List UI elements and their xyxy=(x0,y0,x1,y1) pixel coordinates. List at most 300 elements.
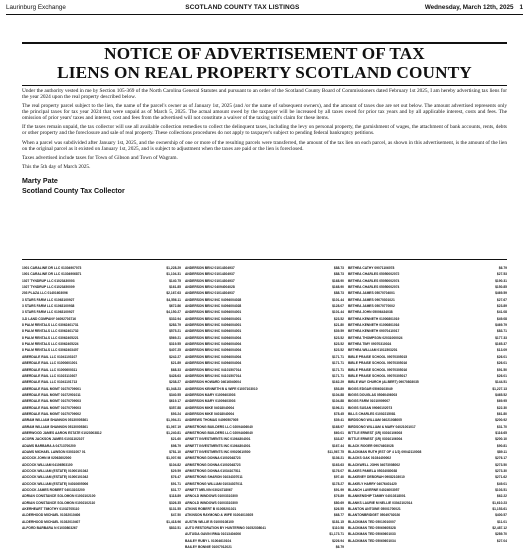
parcel-number: 01000101042 xyxy=(68,475,89,480)
notice-paragraph-collection: If the taxes remain unpaid, the tax collector will use all available collection remedies to collect the delinquent taxes, including the levy on personal property, the garnishment of wages, the attachment of bank accounts, rents, debts or other property and the foreclosure and sale of real property. These collections procedures do not apply to taxpayer's subject to pending federal bankruptcy petitions. xyxy=(22,124,507,137)
owner-name: BETHEA KENNETH xyxy=(348,323,379,328)
tax-amount: $465.52 xyxy=(495,392,507,397)
parcel-number: 01014304937 xyxy=(214,278,235,283)
owner-name: ARNETT INVESTMENTS INC xyxy=(185,437,230,442)
tax-amount: $181.15 xyxy=(332,519,344,524)
parcel-number: 04094004004 xyxy=(221,361,242,366)
parcel-number: 05001700021 xyxy=(380,507,401,512)
parcel-number: 09071106078 xyxy=(374,266,395,270)
tax-amount: $4,556.11 xyxy=(166,297,181,302)
owner-name: ATKINSON RAYMOND & WIFE xyxy=(185,513,233,518)
tax-amount: $26.01 xyxy=(496,373,507,378)
owner-name: ADRIAN CONSTANCE SOLOMON xyxy=(22,500,75,505)
parcel-number: 09070301021 xyxy=(374,297,395,302)
parcel-number: 04713700200 xyxy=(55,443,76,448)
parcel-number: 02094406040 xyxy=(232,430,253,435)
parcel-number: 01034307011 xyxy=(222,481,243,486)
tax-amount: $165.37 xyxy=(495,342,507,347)
tax-amount: $76.47 xyxy=(170,475,181,480)
parcel-number: 05060601033 xyxy=(375,532,396,537)
owner-name: BLAKELY HARRY xyxy=(348,481,376,486)
tax-amount: $26.55 xyxy=(333,507,344,512)
notice-body xyxy=(22,88,507,196)
parcel-number: 05050002074 xyxy=(379,285,400,290)
owner-name: ARNETT INVESTMENTS INC xyxy=(185,449,230,454)
owner-name: BIGGS FARM xyxy=(348,399,369,404)
owner-name: BIRDSONG WILLIAM & MARY xyxy=(348,424,395,429)
owner-name: ADCOCK WILLIAM (ESTATE) xyxy=(22,469,68,473)
tax-amount: $6.79 xyxy=(498,266,507,270)
parcel-number: 01032010407 xyxy=(60,519,81,524)
tax-amount: $1,228.29 xyxy=(166,266,181,270)
notice-title-line-1: NOTICE OF ADVERTISEMENT OF TAX xyxy=(104,44,425,63)
owner-name: 8 PALM RENTALS LLC xyxy=(22,342,58,347)
parcel-number: 01034307011 xyxy=(222,475,243,480)
parcel-number: 03031007 01 xyxy=(66,449,86,454)
owner-name: BETHEA JAMES xyxy=(348,297,374,302)
listing-column-3 xyxy=(348,265,507,543)
parcel-number: 03062405224 xyxy=(58,342,79,347)
tax-amount: $1,173.71 xyxy=(329,532,344,537)
tax-amount: $283.79 xyxy=(169,323,181,328)
owner-name: BIGGS SUSAN xyxy=(348,405,372,410)
owner-name: ABERDALE RAIL MGMT xyxy=(22,399,60,404)
tax-amount: $171.71 xyxy=(332,373,344,378)
tax-amount: $2,487.12 xyxy=(492,526,507,531)
tax-amount: $171.71 xyxy=(332,367,344,372)
parcel-number: 01023003812 xyxy=(81,430,102,435)
owner-name: ALDERHOOD MICHAEL xyxy=(22,513,60,518)
owner-name: 1001 CARALINE DR LLC xyxy=(22,272,61,277)
parcel-number: 09082103010 xyxy=(384,475,405,480)
owner-name: ALDERHOOD MICHAEL xyxy=(22,519,60,524)
parcel-number: 01000108100 xyxy=(213,519,234,524)
tax-amount: $832.51 xyxy=(169,526,181,531)
owner-name: BLACKMAN TED xyxy=(348,538,375,543)
tax-amount: $326.35 xyxy=(169,500,181,505)
tax-amount: $469.79 xyxy=(495,323,507,328)
parcel-number: 04101507014 xyxy=(221,367,242,372)
parcel-number: 01000601001 xyxy=(57,361,78,366)
owner-name: BETHEA THOMPSON xyxy=(348,335,382,340)
owner-name: BLANTON ANTOINE xyxy=(348,507,380,512)
tax-amount: $68.33 xyxy=(170,367,181,372)
listing-owner-parcel xyxy=(348,538,497,544)
parcel-number: 04094004001 xyxy=(221,323,242,328)
notice-title xyxy=(22,42,507,86)
owner-name: ANDERSON BENJ INC xyxy=(185,297,221,302)
parcel-number: 01063100938 xyxy=(54,304,75,309)
parcel-number: 04094004004 xyxy=(221,335,242,340)
tax-amount: $21.60 xyxy=(170,437,181,442)
owner-name: ANDERSON BENJ INC xyxy=(185,335,221,340)
tax-amount: $23.52 xyxy=(333,342,344,347)
owner-name: AUSTIN WILLIE B xyxy=(185,519,213,524)
tax-amount: $273.30 xyxy=(495,469,507,473)
parcel-number: 01002048723 xyxy=(220,456,241,461)
tax-amount: $781.10 xyxy=(169,449,181,454)
tax-amount: $41.08 xyxy=(496,310,507,315)
parcel-number: 09042110008 xyxy=(401,449,422,454)
owner-name: ABERDALE RAIL LLC xyxy=(22,367,57,372)
owner-name: BETHEA JOHN xyxy=(348,310,372,315)
owner-name: BLACKMAN TED xyxy=(348,519,375,524)
tax-amount: $68.77 xyxy=(333,513,344,518)
owner-name: ANDERSON BENJ xyxy=(185,285,214,290)
owner-name: ADAMS BARBARA A xyxy=(22,443,55,448)
parcel-number: 01007103010 xyxy=(237,386,258,391)
parcel-number: 02062602000 xyxy=(51,456,72,461)
owner-name: ARMSTRONG BUILDERS LLC xyxy=(185,424,232,429)
parcel-number: 01004010305 xyxy=(233,513,254,518)
owner-name: ADCOCK WILLIAM xyxy=(22,462,52,467)
parcel-number: 02031000024 xyxy=(382,335,403,340)
notice-paragraph-authority: Under the authority vested in me by Section 105-369 of the North Carolina General Statutes and pursuant to an order of the Scotland County Board of Commissioners dated February 1st 2025, I am hereby advertising tax liens for the year 2024 upon the real property described below. xyxy=(22,88,507,100)
parcel-number: 01063100927 xyxy=(54,297,75,302)
parcel-number: 01401603096 xyxy=(47,291,68,296)
page-number: 1 xyxy=(519,4,523,11)
tax-amount: $104.88 xyxy=(332,392,344,397)
parcel-number: 05050002074 xyxy=(379,278,400,283)
parcel-number: 01064304001 xyxy=(230,443,251,448)
tax-amount: $200.10 xyxy=(495,437,507,442)
tax-amount: $1,067.19 xyxy=(166,424,181,429)
owner-name: ARMSTRONG DONNA xyxy=(185,462,220,467)
parcel-number: 09070305017 xyxy=(386,373,408,378)
notice-paragraph-date: This the 5th day of March 2025. xyxy=(22,163,91,170)
owner-name: BLAKENEY DEBORAH xyxy=(348,475,384,480)
owner-name: BLACKMAN TED xyxy=(348,526,375,531)
owner-name: ANDERSON MIKE xyxy=(185,411,214,416)
tax-amount: $1,153.61 xyxy=(492,507,507,512)
owner-name: AKERHEART TIMOTHY xyxy=(22,507,59,512)
owner-name: 3 STARS FARM LLC xyxy=(22,310,54,315)
notice-paragraph-amounts: The real property parcel subject to the lien, the name of the parcel's owner as of January 1st, 2025 (and /or the name of subsequent owners), and the amount of taxes due are set out below. The amount advertised represents only the principal taxes for tax year 2024 that were unpaid as of March 5, 2025. The actual amount owed by the taxpayer will be increased by all taxes owed for prior tax years and by all applicable interest, costs and fees. The omission of prior years' taxes and interest, cost and fees from the advertised will not constitute a waiver of the taxing unit's claim for these items. xyxy=(22,103,507,122)
parcel-number: 01002048723 xyxy=(220,462,241,467)
parcel-number: 01052308041 xyxy=(245,526,266,531)
owner-name: AUTO RESTORATION BY HUNTERING xyxy=(185,526,245,531)
issue-info xyxy=(419,4,523,11)
parcel-number: 05060406003 xyxy=(376,392,398,397)
owner-name: BILLS CHARLES xyxy=(348,411,375,416)
tax-amount: $2,167.63 xyxy=(166,291,181,296)
parcel-number: 01032705110 xyxy=(59,507,80,512)
tax-amount: $47.50 xyxy=(170,513,181,518)
owner-name: ANDERSON BENJ INC xyxy=(185,361,221,366)
tax-amount: $104.88 xyxy=(332,399,344,404)
parcel-number: 01023110307 xyxy=(57,373,78,378)
parcel-number: 05024080038 xyxy=(376,469,398,473)
owner-name: BETHEA CHARLES xyxy=(348,272,379,277)
parcel-number: 01013404006 xyxy=(220,532,241,537)
tax-amount: $140.75 xyxy=(169,278,181,283)
parcel-number: 01000101042 xyxy=(68,469,89,473)
parcel-number: 03010106003 xyxy=(382,430,403,435)
tax-amount: $101.44 xyxy=(332,297,344,302)
tax-amount: $4,150.27 xyxy=(166,310,181,315)
listing-owner-parcel xyxy=(185,544,336,550)
parcel-number: 03062401732 xyxy=(58,329,79,334)
tax-amount: $89.11 xyxy=(497,449,507,454)
parcel-number: 04024003057 xyxy=(379,488,400,493)
parcel-number: 01000801019 xyxy=(379,316,400,321)
owner-name: BLANKS LAURIE M NELLIE xyxy=(348,500,392,505)
owner-name: 203 PLAZA LLC xyxy=(22,291,47,296)
owner-name: 8 PALM RENTALS LLC xyxy=(22,348,58,353)
owner-name: ABERDALE RAIL LLC xyxy=(22,361,57,366)
parcel-number: 05060103049 xyxy=(372,386,393,391)
owner-name: 1027 TYNDRUP LLC xyxy=(22,285,54,290)
tax-amount: $1,240.81 xyxy=(166,430,181,435)
parcel-number: 09060102073 xyxy=(372,405,393,410)
owner-name: ARMSTRONG BUILDERS LLC xyxy=(185,430,232,435)
tax-amount: $340.55 xyxy=(169,392,181,397)
parcel-number: 01070709003 xyxy=(60,399,81,404)
owner-name: ABERDALE RAIL LLC xyxy=(22,373,57,378)
owner-name: BETHEA WILLIAM xyxy=(348,348,377,353)
parcel-number: 01034107511 xyxy=(220,469,241,473)
tax-amount: $1,104.31 xyxy=(166,272,181,277)
parcel-number: 04010605006 xyxy=(68,481,89,486)
owner-name: ADCOCK WILLIAM (ESTATE) xyxy=(22,475,68,480)
tax-amount: $144.51 xyxy=(495,380,507,385)
tax-amount: $168.90 xyxy=(332,285,344,290)
tax-amount: $49.01 xyxy=(496,481,507,486)
parcel-number: 05010010007 xyxy=(375,519,396,524)
owner-name: ABRAM WILLIAM SHANNON xyxy=(22,418,67,423)
parcel-number: 04094004028 xyxy=(221,304,242,309)
signature-office: Scotland County Tax Collector xyxy=(22,186,125,195)
owner-name: ACORN JACKSON JAMES xyxy=(22,437,64,442)
owner-name: ANDERSON MARY xyxy=(185,392,215,397)
owner-name: BIGGS EDGAR xyxy=(348,386,372,391)
tax-amount: $1,227.13 xyxy=(492,386,507,391)
tax-amount: $23.52 xyxy=(333,348,344,353)
owner-name: ANDERSON BENJ INC xyxy=(185,329,221,334)
parcel-number: 01000801016 xyxy=(379,323,400,328)
owner-name: ANDERSON BENJ INC xyxy=(185,304,221,309)
parcel-number: 04013102200 xyxy=(64,488,85,493)
parcel-number: 01070709003 xyxy=(60,405,81,410)
owner-name: ARMSTRONG SHARON xyxy=(185,475,222,480)
tax-amount: $23.52 xyxy=(333,335,344,340)
tax-amount: $136.21 xyxy=(332,456,344,461)
tax-amount: $167.44 xyxy=(332,443,344,448)
owner-name: BIRDSONG WILLIAM xyxy=(348,418,381,423)
owner-name: ATKINS ROBERT B xyxy=(185,507,216,512)
parcel-number: 04018040004 xyxy=(213,411,235,416)
parcel-number: 04094004001 xyxy=(221,316,242,321)
owner-name: BETHEA CATHY xyxy=(348,266,374,270)
parcel-number: 09070305016 xyxy=(386,367,408,372)
tax-amount: $6.79 xyxy=(335,545,344,550)
parcel-number: 03062403407 xyxy=(58,348,79,353)
parcel-number: 01030803267 xyxy=(57,526,78,531)
parcel-number: 05050002072 xyxy=(379,272,400,277)
parcel-number: 04094004001 xyxy=(221,310,242,315)
parcel-number: 09070803035 xyxy=(398,380,419,385)
masthead-rule xyxy=(6,14,523,15)
parcel-number: 05006434038 xyxy=(372,310,393,315)
parcel-number: 01304907073 xyxy=(61,266,82,270)
tax-amount: $176.07 xyxy=(332,469,344,473)
tax-amount: $319.55 xyxy=(169,342,181,347)
parcel-number: 04076401420 xyxy=(376,481,397,486)
owner-name: BLAKES PAMELA xyxy=(348,469,377,473)
owner-name: ARNOLD WINDOWS xyxy=(185,500,217,505)
owner-name: ANDERSON BENJ INC xyxy=(185,342,221,347)
owner-name: ADCOCK JOHN M xyxy=(22,456,51,461)
tax-amount: $271.62 xyxy=(495,475,507,480)
parcel-number: 09070305016 xyxy=(386,361,408,366)
owner-name: ABERDALE RAIL MGMT xyxy=(22,386,60,391)
tax-amount: $400.57 xyxy=(495,513,507,518)
owner-name: BETHEA TIMY xyxy=(348,342,371,347)
parcel-number: 04101507014 xyxy=(221,373,242,378)
tax-amount: $27.04 xyxy=(496,538,507,543)
tax-amount: $1,418.96 xyxy=(166,519,181,524)
tax-amount: $11.01 xyxy=(497,519,507,524)
tax-amount: $190.31 xyxy=(495,278,507,283)
owner-name: ADRIAN CONSTANCE SOLOMON xyxy=(22,494,75,499)
owner-name: BETHEA JAMES xyxy=(348,291,374,296)
tax-amount: $69.95 xyxy=(496,399,507,404)
tax-amount: $49.08 xyxy=(496,316,507,321)
tax-amount: $91.99 xyxy=(333,488,344,493)
owner-name: BIGGS DOUGLAS xyxy=(348,392,377,397)
owner-name: ANDERSON BENJ INC xyxy=(185,316,221,321)
tax-amount: $619.17 xyxy=(169,399,181,404)
parcel-number: 04106503100 xyxy=(52,462,73,467)
owner-name: 8 PALM RENTALS LLC xyxy=(22,335,58,340)
owner-name: ANDREWS THOMAS xyxy=(185,418,218,423)
parcel-number: 03062401731 xyxy=(58,323,79,328)
owner-name: ARNETT MELVIN xyxy=(185,488,212,493)
parcel-number: 04094004004 xyxy=(221,354,242,359)
owner-name: ADCOCK WILLIAM (ESTATE) xyxy=(22,481,68,486)
owner-name: 8 PALM RENTALS LLC xyxy=(22,323,58,328)
owner-name: ANDERSON BENJ xyxy=(185,291,214,296)
signature-name: Marty Pate xyxy=(22,176,58,185)
owner-name: 3 STARS FARM LLC xyxy=(22,304,54,309)
parcel-number: 04092703716 xyxy=(55,316,76,321)
owner-name: BETHEA KENNETH xyxy=(348,329,379,334)
owner-name: ARMSTRONG WILLIAM xyxy=(185,481,222,486)
tax-amount: $31.70 xyxy=(496,424,507,429)
parcel-number: 01004610104 xyxy=(211,538,232,543)
tax-amount: $118.89 xyxy=(169,494,181,499)
owner-name: ANDERSON BENJ INC xyxy=(185,348,221,353)
parcel-number: 01014304937 xyxy=(214,272,235,277)
parcel-number: 05049702026 xyxy=(379,513,400,518)
listing-row xyxy=(22,525,181,531)
owner-name: BITTLE ERNEST (1R) xyxy=(348,430,382,435)
parcel-number: 04094004004 xyxy=(221,342,242,347)
parcel-number: 01070709002 xyxy=(60,411,81,416)
parcel-number: 01041103107 xyxy=(57,354,78,359)
listing-column-2 xyxy=(185,265,344,550)
owner-name: ANDERSON BENJ xyxy=(185,266,214,270)
tax-amount: $101.44 xyxy=(332,310,344,315)
parcel-number: 01304906871 xyxy=(61,272,82,277)
tax-amount: $23.52 xyxy=(333,316,344,321)
owner-name: BIBLE PRAISE SCHOOL xyxy=(348,367,387,372)
parcel-number: 03042102014 xyxy=(392,500,413,505)
tax-amount: $242.27 xyxy=(169,354,181,359)
tax-amount: $91.50 xyxy=(496,367,507,372)
tax-amount: $88.73 xyxy=(333,266,344,270)
parcel-number: 04021008005 xyxy=(381,418,402,423)
owner-name: BIBLE PRAISE SCHOOL xyxy=(348,373,387,378)
parcel-number: 05060601034 xyxy=(375,538,396,543)
parcel-number: 01005201021 xyxy=(216,507,237,512)
owner-name: ANDERSON KENNETH B & WIFE xyxy=(185,386,237,391)
tax-amount: $289.70 xyxy=(495,532,507,537)
tax-amount: $177.33 xyxy=(495,335,507,340)
tax-amount: $78.45 xyxy=(333,411,344,416)
tax-amount: $168.90 xyxy=(332,278,344,283)
tax-amount: $163.63 xyxy=(332,462,344,467)
owner-name: BLACKWELL JOHN xyxy=(348,462,379,467)
tax-amount: $238.27 xyxy=(169,380,181,385)
parcel-number: 01003310300 xyxy=(217,500,238,505)
parcel-number: 01063100927 xyxy=(54,310,75,315)
owner-name: ANDERSON HOWARD xyxy=(185,380,220,385)
tax-amount: $128.07 xyxy=(332,304,344,309)
listing-column-1 xyxy=(22,265,181,535)
owner-name: 8 PALM RENTALS LLC xyxy=(22,329,58,334)
tax-amount: $29.59 xyxy=(170,469,181,473)
parcel-number: 05060605328 xyxy=(375,526,396,531)
listing-owner-parcel xyxy=(22,525,169,531)
owner-name: BLACKMAN TED xyxy=(348,532,375,537)
tax-amount: $178.27 xyxy=(332,481,344,486)
notice-paragraph-subdivision: When a parcel was subdivided after January 1st, 2025, and the ownership of one or more of the resulting parcels were transferred, the amount of the tax lien on each parcel, as shown in this advertisement, is the amount of the lien on the original parcel as it existed on January 1st, 2025, and is subject to adjustment when the taxes are paid or the lien is foreclosed. xyxy=(22,139,507,152)
listing-row xyxy=(348,538,507,544)
owner-name: ANDERSON MIKE xyxy=(185,405,214,410)
parcel-number: 04094004004 xyxy=(221,348,242,353)
tax-amount: $39.41 xyxy=(333,418,344,423)
parcel-number: 03010106004 xyxy=(382,437,403,442)
owner-name: ABERDALE RAIL LLC xyxy=(22,354,57,359)
tax-amount: $103.51 xyxy=(495,488,507,493)
tax-amount: $91.71 xyxy=(170,481,181,486)
parcel-number: 01034400002 xyxy=(370,456,392,461)
owner-name: ARMSTRONG DONNA xyxy=(185,456,220,461)
parcel-number: 01032010406 xyxy=(60,513,81,518)
tax-amount: $162.29 xyxy=(332,380,344,385)
tax-amount: $161.85 xyxy=(169,285,181,290)
tax-amount: $21.89 xyxy=(170,361,181,366)
parcel-number: 01010909007 xyxy=(369,399,390,404)
tax-amount: $80.69 xyxy=(333,500,344,505)
tax-amount: $226.94 xyxy=(332,538,344,543)
tax-amount: $116.65 xyxy=(495,430,507,435)
signature-block xyxy=(22,176,507,196)
section-title: SCOTLAND COUNTY TAX LISTINGS xyxy=(185,4,300,11)
tax-amount: $27.67 xyxy=(496,297,507,302)
masthead xyxy=(6,2,523,13)
tax-amount: $93.24 xyxy=(170,411,181,416)
parcel-number: 04016040004 xyxy=(220,380,241,385)
tax-amount: $171.71 xyxy=(332,354,344,359)
owner-name: BLANCH LAVERNE xyxy=(348,488,379,493)
owner-name: ABERDALE RAIL MGMT xyxy=(22,405,60,410)
tax-amount: $150.85 xyxy=(495,285,507,290)
tax-amount: $97.40 xyxy=(333,475,344,480)
tax-amount: $33.87 xyxy=(333,437,344,442)
parcel-number: 03062405221 xyxy=(58,335,79,340)
